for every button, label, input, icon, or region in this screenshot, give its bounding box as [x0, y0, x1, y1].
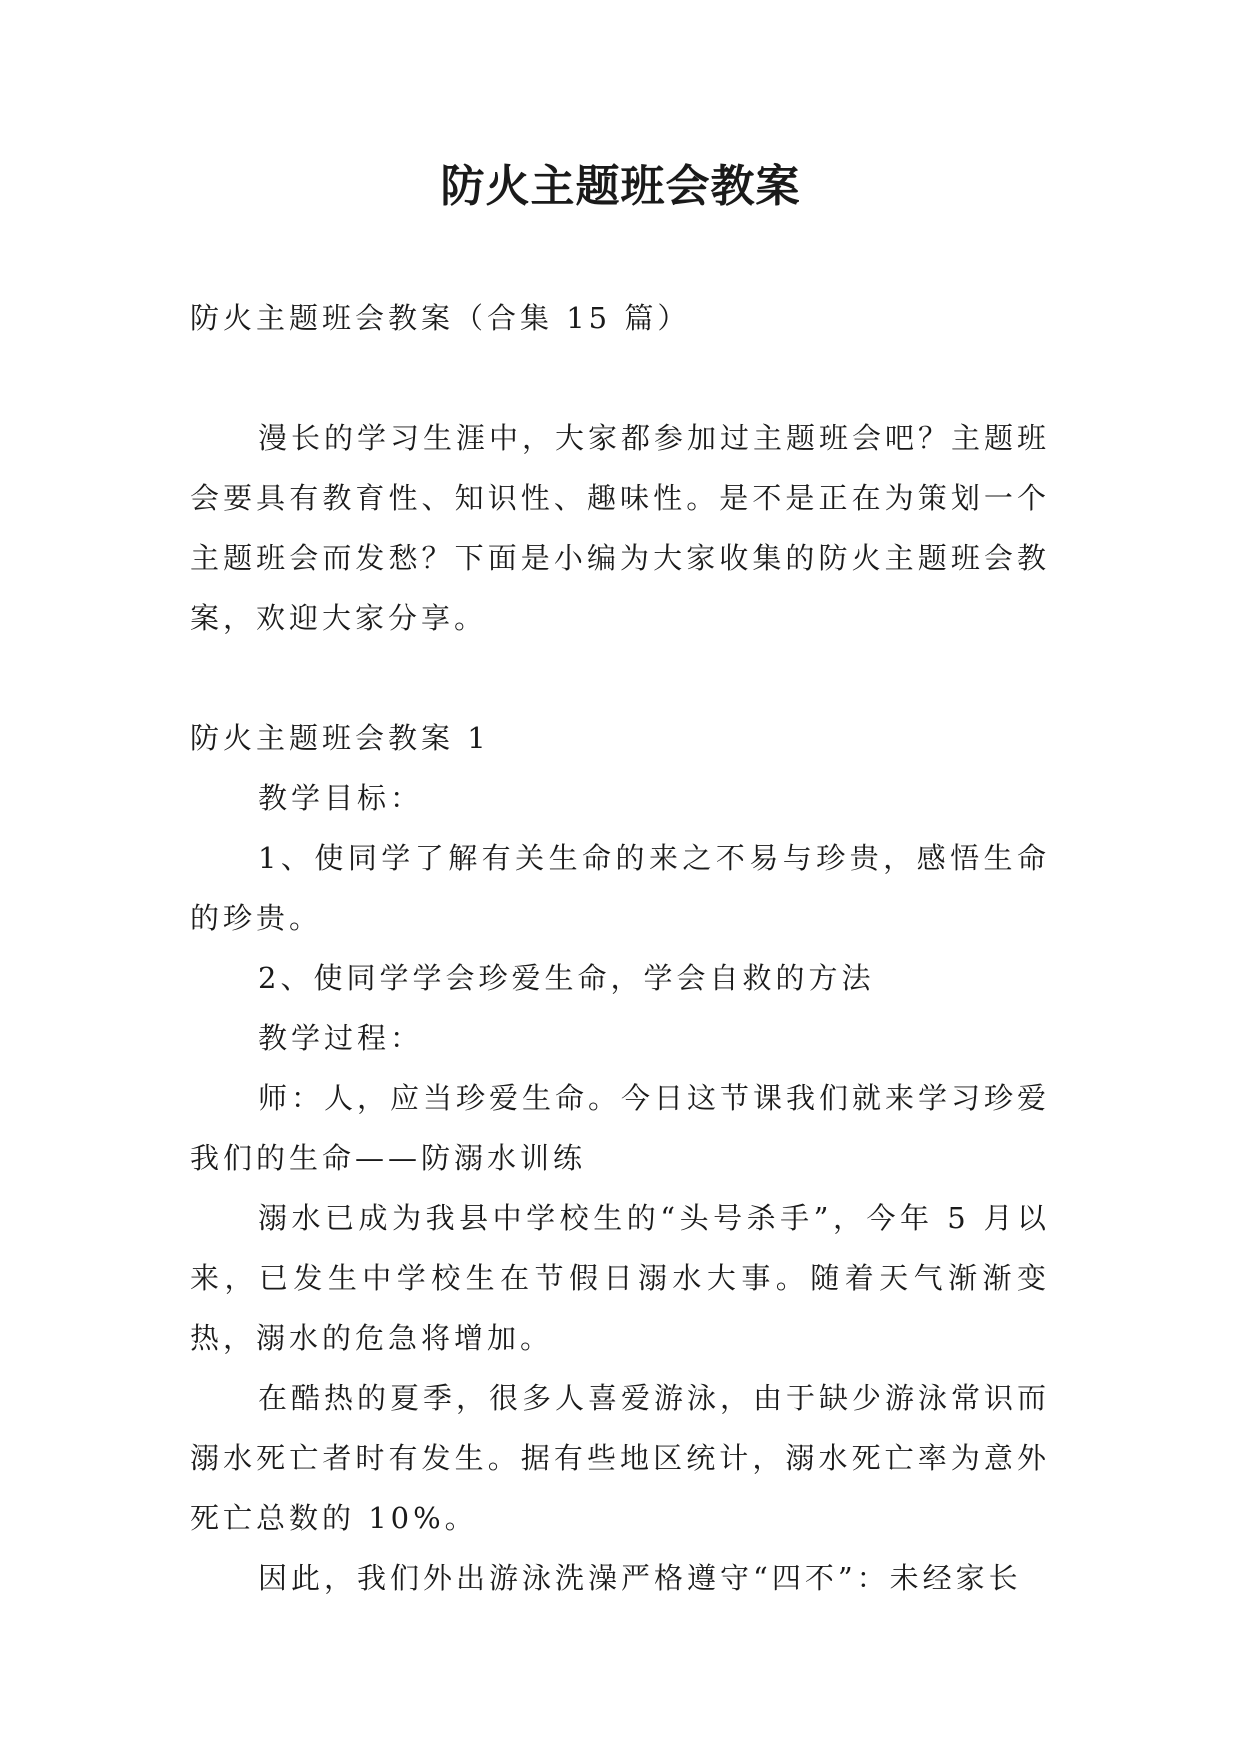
paragraph: 1、使同学了解有关生命的来之不易与珍贵，感悟生命的珍贵。: [190, 841, 1050, 935]
paragraph: 教学目标：: [258, 781, 424, 815]
paragraph: 因此，我们外出游泳洗澡严格遵守“四不”：未经家长: [258, 1561, 1022, 1595]
paragraph: 2、使同学学会珍爱生命，学会自救的方法: [258, 961, 875, 995]
paragraph: 溺水已成为我县中学校生的“头号杀手”，今年 5 月以来，已发生中学校生在节假日溺水大事。随着天气渐渐变热，溺水的危急将增加。: [190, 1201, 1050, 1355]
document-title: 防火主题班会教案: [440, 161, 801, 212]
paragraph: 师：人，应当珍爱生命。今日这节课我们就来学习珍爱我们的生命——防溺水训练: [190, 1081, 1051, 1175]
paragraph: 在酷热的夏季，很多人喜爱游泳，由于缺少游泳常识而溺水死亡者时有发生。据有些地区统计，溺水死亡率为意外死亡总数的 10%。: [190, 1381, 1051, 1535]
document-subtitle: 防火主题班会教案（合集 15 篇）: [190, 301, 691, 335]
intro-paragraph: 漫长的学习生涯中，大家都参加过主题班会吧？主题班会要具有教育性、知识性、趣味性。是不是正在为策划一个主题班会而发愁？下面是小编为大家收集的防火主题班会教案，欢迎大家分享。: [190, 421, 1051, 635]
document-body: [190, 288, 1050, 1608]
section-heading: 防火主题班会教案 1: [190, 721, 490, 755]
paragraph: 教学过程：: [258, 1021, 424, 1055]
